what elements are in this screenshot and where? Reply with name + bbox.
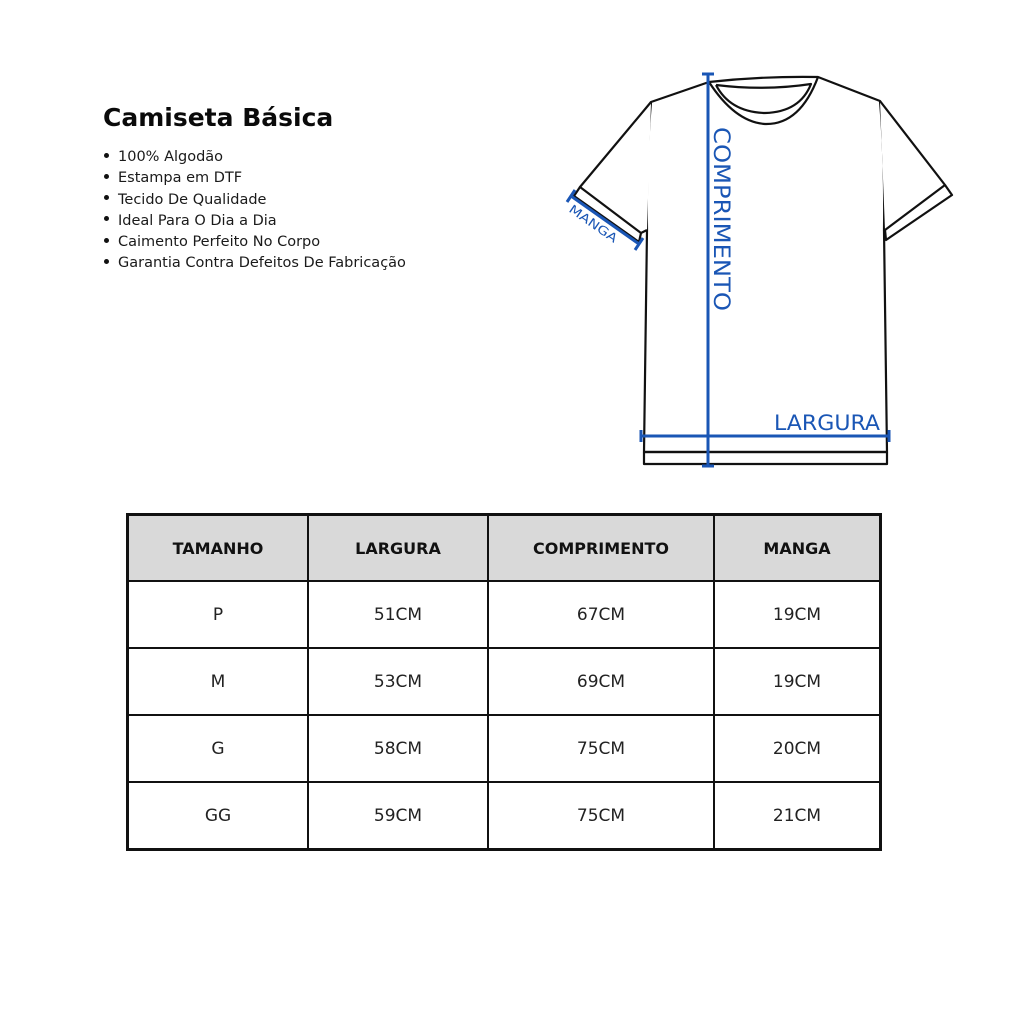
feature-item [104,211,406,232]
header-manga: MANGA [714,515,881,582]
cell-tamanho: M [128,648,309,715]
bullet-icon [104,195,109,200]
cell-manga: 21CM [714,782,881,850]
bullet-icon [104,174,109,179]
bullet-icon [104,216,109,221]
product-title: Camiseta Básica [103,103,334,132]
bullet-icon [104,259,109,264]
feature-list [104,147,406,275]
bullet-icon [104,153,109,158]
right-sleeve [880,101,945,230]
header-largura: LARGURA [308,515,488,582]
hem-band [644,452,887,464]
tshirt-body [644,77,887,452]
largura-label: LARGURA [774,411,881,435]
table-header-row [128,515,881,582]
table-row [128,581,881,648]
cell-manga: 20CM [714,715,881,782]
comprimento-label: COMPRIMENTO [708,127,733,294]
feature-text: Ideal Para O Dia a Dia [118,212,277,229]
feature-text: Caimento Perfeito No Corpo [118,234,321,251]
feature-text: Garantia Contra Defeitos De Fabricação [118,255,406,272]
cell-tamanho: P [128,581,309,648]
bullet-icon [104,238,109,243]
tshirt-diagram [560,60,960,480]
cell-comprimento: 75CM [488,715,714,782]
feature-item [104,147,406,168]
cell-largura: 59CM [308,782,488,850]
feature-item [104,168,406,189]
tshirt-outline [574,77,952,464]
feature-item [104,253,406,274]
feature-text: 100% Algodão [118,149,224,165]
header-tamanho: TAMANHO [128,515,309,582]
manga-label: MANGA [566,201,612,240]
table-row [128,782,881,850]
feature-item [104,232,406,253]
cell-comprimento: 75CM [488,782,714,850]
feature-text: Estampa em DTF [118,170,243,187]
cell-tamanho: GG [128,782,309,850]
feature-text: Tecido De Qualidade [118,191,267,208]
table-row [128,715,881,782]
cell-comprimento: 67CM [488,581,714,648]
cell-manga: 19CM [714,581,881,648]
table-row [128,648,881,715]
cell-largura: 51CM [308,581,488,648]
cell-comprimento: 69CM [488,648,714,715]
header-comprimento: COMPRIMENTO [488,515,714,582]
cell-largura: 53CM [308,648,488,715]
feature-item [104,190,406,211]
cell-largura: 58CM [308,715,488,782]
cell-tamanho: G [128,715,309,782]
cell-manga: 19CM [714,648,881,715]
size-table [126,513,882,851]
